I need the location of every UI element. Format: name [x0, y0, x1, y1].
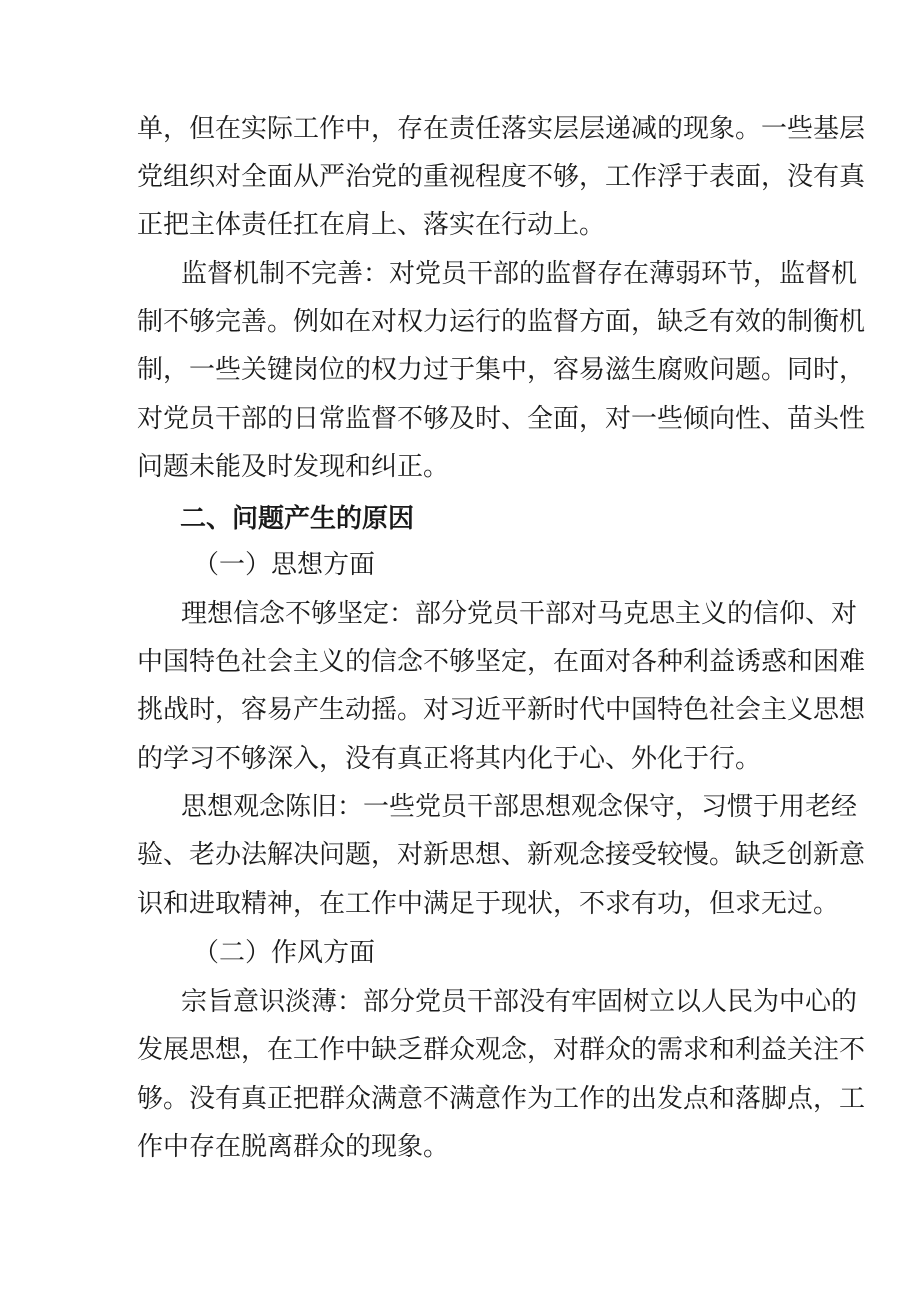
- paragraph-line: 发展思想，在工作中缺乏群众观念，对群众的需求和利益关注不: [137, 1035, 866, 1065]
- paragraph-line: 制不够完善。例如在对权力运行的监督方面，缺乏有效的制衡机: [137, 307, 866, 337]
- paragraph-line: 够。没有真正把群众满意不满意作为工作的出发点和落脚点，工: [137, 1084, 866, 1114]
- paragraph-line: 问题未能及时发现和纠正。: [137, 452, 450, 482]
- paragraph-line: 正把主体责任扛在肩上、落实在行动上。: [137, 210, 606, 240]
- paragraph-line: 作中存在脱离群众的现象。: [137, 1132, 450, 1162]
- paragraph-line: 监督机制不完善：对党员干部的监督存在薄弱环节，监督机: [181, 259, 858, 289]
- subsection-heading: （二）作风方面: [193, 938, 376, 968]
- paragraph-line: 宗旨意识淡薄：部分党员干部没有牢固树立以人民为中心的: [181, 987, 858, 1017]
- subsection-heading: （一）思想方面: [193, 550, 376, 580]
- paragraph-line: 验、老办法解决问题，对新思想、新观念接受较慢。缺乏创新意: [137, 840, 866, 870]
- paragraph-line: 制，一些关键岗位的权力过于集中，容易滋生腐败问题。同时，: [137, 355, 866, 385]
- paragraph-line: 中国特色社会主义的信念不够坚定，在面对各种利益诱惑和困难: [137, 647, 866, 677]
- paragraph-line: 理想信念不够坚定：部分党员干部对马克思主义的信仰、对: [181, 599, 858, 629]
- paragraph-line: 的学习不够深入，没有真正将其内化于心、外化于行。: [137, 744, 762, 774]
- paragraph-line: 单，但在实际工作中，存在责任落实层层递减的现象。一些基层: [137, 114, 866, 144]
- paragraph-line: 党组织对全面从严治党的重视程度不够，工作浮于表面，没有真: [137, 162, 866, 192]
- paragraph-line: 识和进取精神，在工作中满足于现状，不求有功，但求无过。: [137, 889, 840, 919]
- paragraph-line: 对党员干部的日常监督不够及时、全面，对一些倾向性、苗头性: [137, 404, 866, 434]
- paragraph-line: 思想观念陈旧：一些党员干部思想观念保守，习惯于用老经: [181, 792, 858, 822]
- paragraph-line: 挑战时，容易产生动摇。对习近平新时代中国特色社会主义思想: [137, 695, 866, 725]
- section-heading: 二、问题产生的原因: [180, 504, 415, 534]
